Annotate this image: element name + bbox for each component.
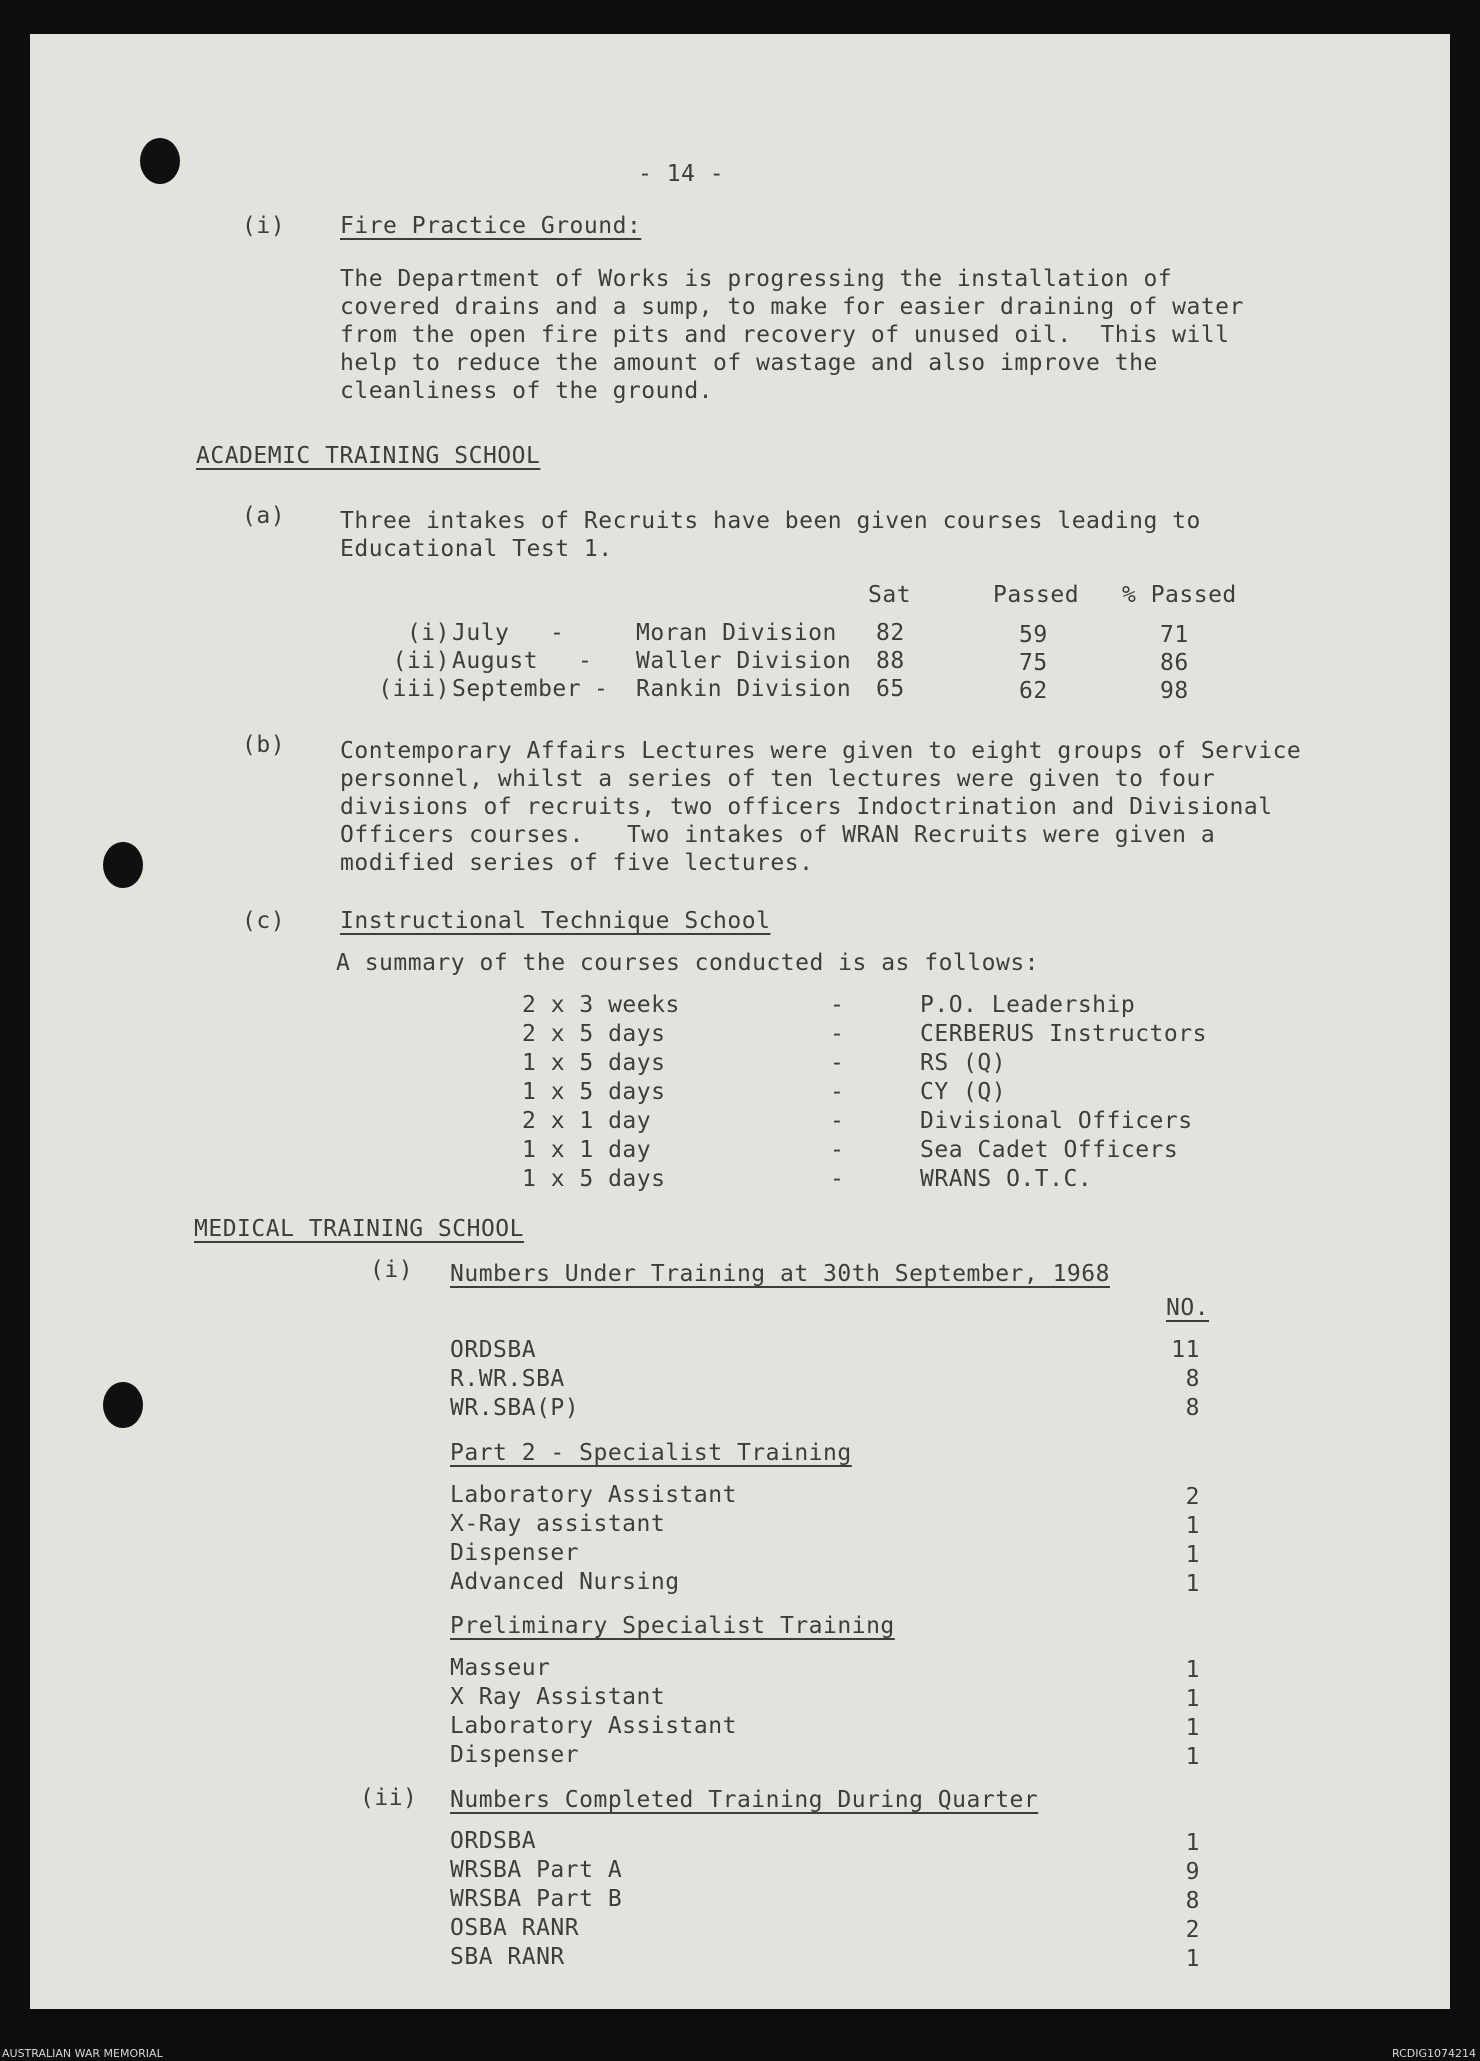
course-name: Divisional Officers	[920, 1108, 1193, 1134]
no-column-header: NO.	[1166, 1295, 1210, 1321]
course-dash: -	[830, 1050, 845, 1076]
row-count: 1	[1185, 1946, 1200, 1972]
punch-hole	[103, 1382, 143, 1428]
row-label: Laboratory Assistant	[450, 1713, 737, 1739]
row-count: 11	[1171, 1337, 1200, 1363]
school-heading: MEDICAL TRAINING SCHOOL	[194, 1216, 524, 1242]
row-number: (i)	[406, 620, 450, 646]
row-sat: 82	[876, 620, 905, 646]
school-heading: ACADEMIC TRAINING SCHOOL	[196, 443, 541, 469]
row-label: Advanced Nursing	[450, 1569, 680, 1595]
row-label: OSBA RANR	[450, 1915, 580, 1941]
row-sat: 88	[876, 648, 905, 674]
row-division: Waller Division	[636, 648, 852, 674]
row-passed: 62	[1019, 678, 1048, 704]
row-count: 1	[1185, 1686, 1200, 1712]
row-count: 2	[1185, 1917, 1200, 1943]
punch-hole	[103, 842, 143, 888]
row-label: X-Ray assistant	[450, 1511, 666, 1537]
row-label: WRSBA Part A	[450, 1857, 623, 1883]
paragraph-line: help to reduce the amount of wastage and also improve the	[340, 350, 1158, 376]
subsection-heading: Part 2 - Specialist Training	[450, 1440, 852, 1466]
course-duration: 2 x 3 weeks	[522, 992, 680, 1018]
row-dash: -	[594, 676, 609, 702]
paragraph-line: Officers courses. Two intakes of WRAN Recruits were given a	[340, 822, 1216, 848]
paragraph-line: Educational Test 1.	[340, 536, 613, 562]
item-heading: Numbers Completed Training During Quarter	[450, 1787, 1039, 1813]
course-duration: 1 x 5 days	[522, 1079, 666, 1105]
paragraph-line: A summary of the courses conducted is as follows:	[336, 950, 1040, 976]
col-header-passed: Passed	[993, 582, 1080, 608]
course-name: CERBERUS Instructors	[920, 1021, 1207, 1047]
row-label: Dispenser	[450, 1540, 580, 1566]
row-count: 2	[1185, 1484, 1200, 1510]
row-count: 1	[1185, 1571, 1200, 1597]
item-heading: Numbers Under Training at 30th September, 1968	[450, 1261, 1110, 1287]
row-month: July	[452, 620, 510, 646]
row-label: Masseur	[450, 1655, 551, 1681]
course-name: CY (Q)	[920, 1079, 1007, 1105]
row-sat: 65	[876, 676, 905, 702]
item-marker: (b)	[242, 732, 286, 758]
course-duration: 2 x 1 day	[522, 1108, 652, 1134]
item-marker: (i)	[370, 1257, 414, 1283]
row-label: Dispenser	[450, 1742, 580, 1768]
row-label: WRSBA Part B	[450, 1886, 623, 1912]
row-label: WR.SBA(P)	[450, 1395, 580, 1421]
row-number: (ii)	[392, 648, 450, 674]
row-dash: -	[550, 620, 565, 646]
item-marker: (ii)	[360, 1785, 418, 1811]
col-header-pct-passed: % Passed	[1122, 582, 1237, 608]
row-count: 8	[1185, 1395, 1200, 1421]
course-name: Sea Cadet Officers	[920, 1137, 1179, 1163]
course-name: RS (Q)	[920, 1050, 1007, 1076]
row-division: Moran Division	[636, 620, 837, 646]
paragraph-line: Contemporary Affairs Lectures were given to eight groups of Service	[340, 738, 1302, 764]
item-heading: Instructional Technique School	[340, 908, 771, 934]
course-dash: -	[830, 1079, 845, 1105]
row-passed: 75	[1019, 650, 1048, 676]
row-label: X Ray Assistant	[450, 1684, 666, 1710]
row-count: 8	[1185, 1888, 1200, 1914]
course-dash: -	[830, 1137, 845, 1163]
row-division: Rankin Division	[636, 676, 852, 702]
course-dash: -	[830, 1021, 845, 1047]
row-pct: 71	[1160, 622, 1189, 648]
row-count: 8	[1185, 1366, 1200, 1392]
course-dash: -	[830, 992, 845, 1018]
row-number: (iii)	[378, 676, 450, 702]
paragraph-line: from the open fire pits and recovery of unused oil. This will	[340, 322, 1230, 348]
document-page	[30, 34, 1450, 2009]
row-dash: -	[578, 648, 593, 674]
row-label: SBA RANR	[450, 1944, 565, 1970]
course-duration: 2 x 5 days	[522, 1021, 666, 1047]
row-count: 1	[1185, 1657, 1200, 1683]
course-name: P.O. Leadership	[920, 992, 1136, 1018]
row-label: ORDSBA	[450, 1828, 537, 1854]
punch-hole	[140, 138, 180, 184]
paragraph-line: cleanliness of the ground.	[340, 378, 714, 404]
paragraph-line: The Department of Works is progressing the installation of	[340, 266, 1173, 292]
row-count: 9	[1185, 1859, 1200, 1885]
row-count: 1	[1185, 1830, 1200, 1856]
course-duration: 1 x 5 days	[522, 1050, 666, 1076]
row-count: 1	[1185, 1715, 1200, 1741]
row-count: 1	[1185, 1513, 1200, 1539]
course-name: WRANS O.T.C.	[920, 1166, 1093, 1192]
section-marker: (i)	[242, 213, 286, 239]
paragraph-line: Three intakes of Recruits have been given courses leading to	[340, 508, 1201, 534]
page-number: - 14 -	[638, 161, 725, 187]
footer-record-id: RCDIG1074214	[1391, 2047, 1476, 2060]
course-duration: 1 x 5 days	[522, 1166, 666, 1192]
paragraph-line: personnel, whilst a series of ten lectures were given to four	[340, 766, 1216, 792]
row-label: R.WR.SBA	[450, 1366, 565, 1392]
col-header-sat: Sat	[868, 582, 912, 608]
course-dash: -	[830, 1166, 845, 1192]
row-month: August	[452, 648, 539, 674]
paragraph-line: modified series of five lectures.	[340, 850, 814, 876]
row-label: Laboratory Assistant	[450, 1482, 737, 1508]
row-pct: 86	[1160, 650, 1189, 676]
subsection-heading: Preliminary Specialist Training	[450, 1613, 895, 1639]
row-passed: 59	[1019, 622, 1048, 648]
row-month: September	[452, 676, 582, 702]
row-pct: 98	[1160, 678, 1189, 704]
course-dash: -	[830, 1108, 845, 1134]
row-count: 1	[1185, 1542, 1200, 1568]
paragraph-line: divisions of recruits, two officers Indoctrination and Divisional	[340, 794, 1273, 820]
footer-archive-name: AUSTRALIAN WAR MEMORIAL	[2, 2047, 163, 2060]
section-heading: Fire Practice Ground:	[340, 213, 642, 239]
course-duration: 1 x 1 day	[522, 1137, 652, 1163]
paragraph-line: covered drains and a sump, to make for easier draining of water	[340, 294, 1244, 320]
item-marker: (c)	[242, 908, 286, 934]
item-marker: (a)	[242, 503, 286, 529]
row-label: ORDSBA	[450, 1337, 537, 1363]
row-count: 1	[1185, 1744, 1200, 1770]
